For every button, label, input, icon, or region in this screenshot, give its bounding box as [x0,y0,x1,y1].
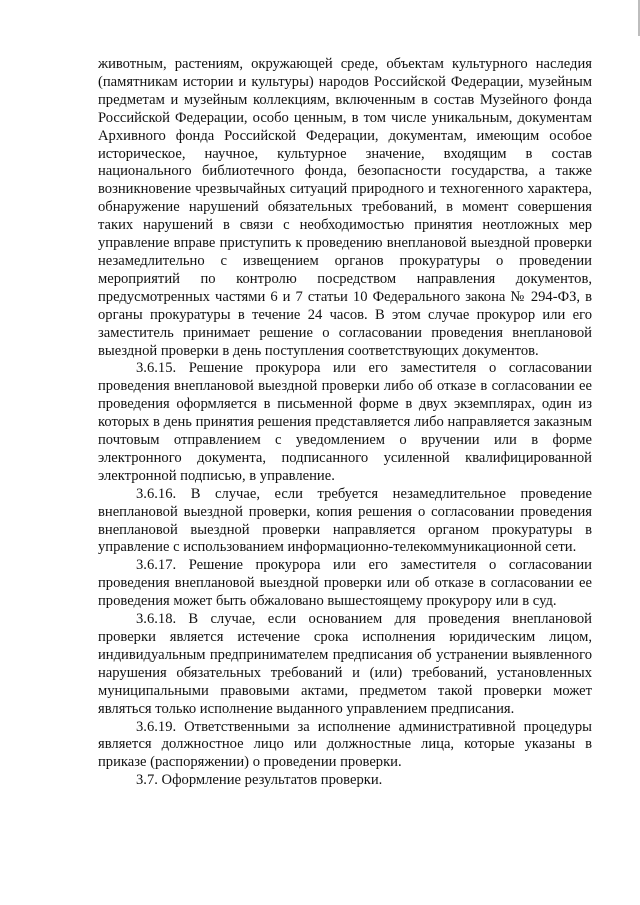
paragraph-3-6-15: 3.6.15. Решение прокурора или его заместителя о согласовании проведения внеплановой выездной проверки либо об отказе в согласовании ее проведения оформляется в письменной форме в двух экземплярах, один из которых в день принятия решения представляется либо направляется заказным почтовым отправлением с уведомлением о вручении или в форме электронного документа, подписанного усиленной квалифицированной электронной подписью, в управление. [98,360,592,484]
paragraph-3-6-17: 3.6.17. Решение прокурора или его заместителя о согласовании проведения внеплановой выездной проверки или об отказе в согласовании ее проведения может быть обжаловано вышестоящему прокурору или в суд. [98,557,592,610]
paragraph-3-6-16: 3.6.16. В случае, если требуется незамедлительное проведение внеплановой выездной проверки, копия решения о согласовании проведения внеплановой выездной проверки направляется органом прокуратуры в управление с использованием информационно-телекоммуникационной сети. [98,485,592,556]
document-body [98,56,592,790]
paragraph-continuation: животным, растениям, окружающей среде, объектам культурного наследия (памятникам истории и культуры) народов Российской Федерации, музейным предметам и музейным коллекциям, включенным в состав Музейного фонда Российской Федерации, особо ценным, в том числе уникальным, документам Архивного фонда Российской Федерации, документам, имеющим особое историческое, научное, культурное значение, входящим в состав национального библиотечного фонда, безопасности государства, а также возникновение чрезвычайных ситуаций природного и техногенного характера, обнаружение нарушений обязательных требований, в момент совершения таких нарушений в связи с необходимостью принятия неотложных мер управление вправе приступить к проведению внеплановой выездной проверки незамедлительно с извещением органов прокуратуры о проведении мероприятий по контролю посредством направления документов, предусмотренных частями 6 и 7 статьи 10 Федерального закона № 294-ФЗ, в органы прокуратуры в течение 24 часов. В этом случае прокурор или его заместитель принимает решение о согласовании проведения внеплановой выездной проверки в день поступления соответствующих документов. [98,56,592,359]
section-heading-3-7: 3.7. Оформление результатов проверки. [136,772,383,789]
paragraph-3-6-18: 3.6.18. В случае, если основанием для проведения внеплановой проверки является истечение срока исполнения юридическим лицом, индивидуальным предпринимателем предписания об устранении выявленного нарушения обязательных требований и (или) требований, установленных муниципальными правовыми актами, предметом такой проверки может являться только исполнение выданного управлением предписания. [98,611,592,717]
paragraph-3-6-19: 3.6.19. Ответственными за исполнение административной процедуры является должностное лицо или должностные лица, которые указаны в приказе (распоряжении) о проведении проверки. [98,718,592,771]
